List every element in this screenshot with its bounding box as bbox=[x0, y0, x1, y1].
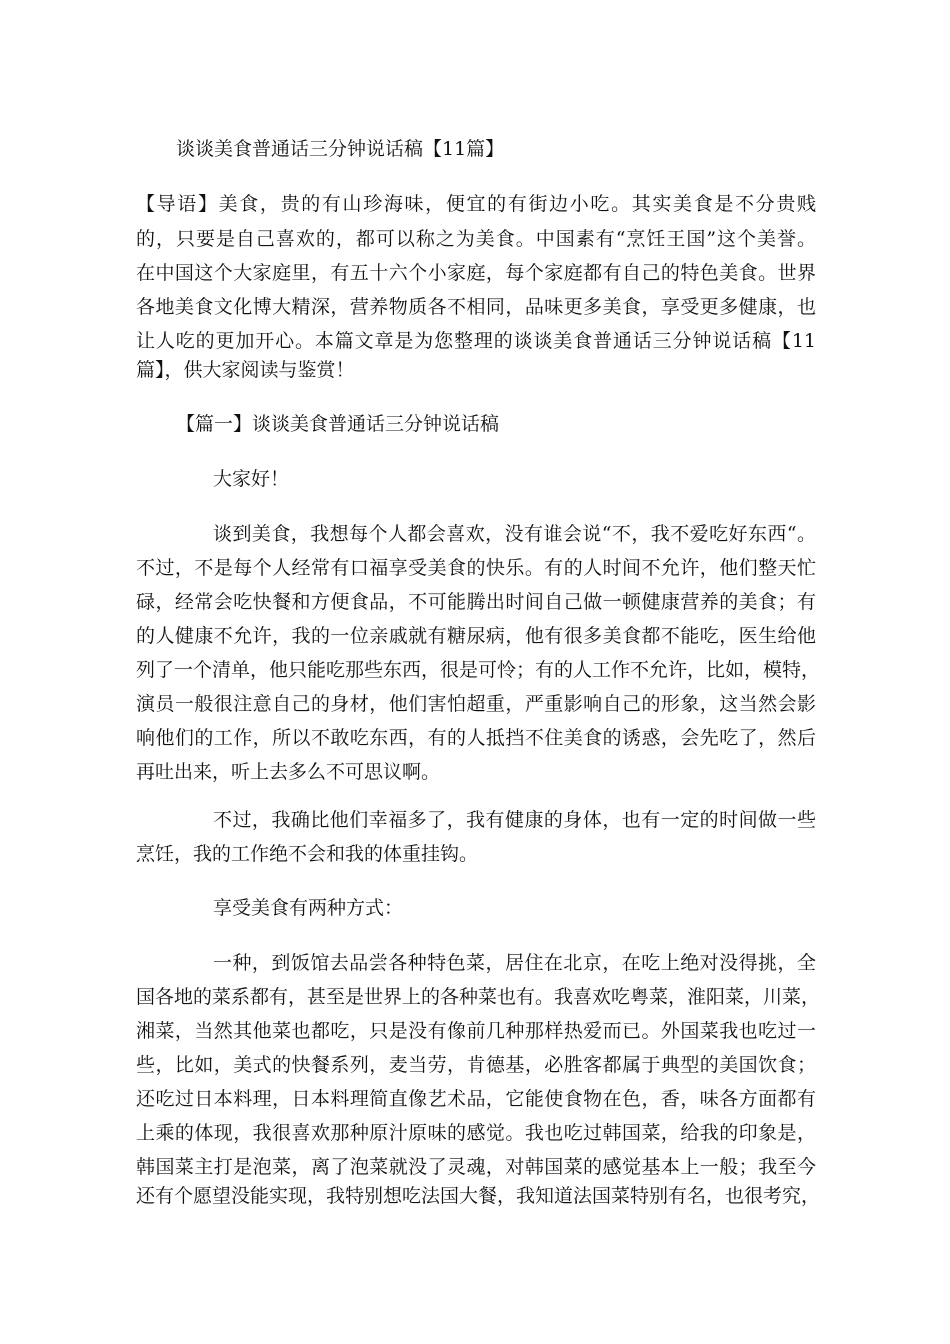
section-heading: 【篇一】谈谈美食普通话三分钟说话稿 bbox=[176, 413, 500, 435]
paragraph-line: 不过，不是每个人经常有口福享受美食的快乐。有的人时间不允许，他们整天忙 bbox=[136, 557, 816, 579]
intro-line: 让人吃的更加开心。本篇文章是为您整理的谈谈美食普通话三分钟说话稿【11 bbox=[136, 330, 816, 352]
paragraph-line: 湘菜，当然其他菜也都吃，只是没有像前几种那样热爱而已。外国菜我也吃过一 bbox=[136, 1020, 816, 1042]
paragraph-line: 一种，到饭馆去品尝各种特色菜，居住在北京，在吃上绝对没得挑，全 bbox=[213, 952, 816, 974]
greeting: 大家好！ bbox=[213, 468, 290, 490]
paragraph-line: 演员一般很注意自己的身材，他们害怕超重，严重影响自己的形象，这当然会影 bbox=[136, 693, 816, 715]
document-title: 谈谈美食普通话三分钟说话稿【11篇】 bbox=[176, 138, 505, 160]
paragraph-line: 的人健康不允许，我的一位亲戚就有糖尿病，他有很多美食都不能吃，医生给他 bbox=[136, 625, 816, 647]
intro-line: 篇】，供大家阅读与鉴赏！ bbox=[136, 359, 355, 381]
paragraph-line: 国各地的菜系都有，甚至是世界上的各种菜也有。我喜欢吃粤菜，淮阳菜，川菜， bbox=[136, 986, 821, 1008]
intro-line: 在中国这个大家庭里，有五十六个小家庭，每个家庭都有自己的特色美食。世界 bbox=[136, 262, 816, 284]
body-paragraph: 享受美食有两种方式： bbox=[213, 897, 404, 919]
paragraph-line: 还有个愿望没能实现，我特别想吃法国大餐，我知道法国菜特别有名，也很考究， bbox=[136, 1185, 821, 1207]
paragraph-line: 上乘的体现，我很喜欢那种原汁原味的感觉。我也吃过韩国菜，给我的印象是， bbox=[136, 1122, 816, 1144]
paragraph-line: 些，比如，美式的快餐系列，麦当劳，肯德基，必胜客都属于典型的美国饮食； bbox=[136, 1054, 816, 1076]
paragraph-line: 碌，经常会吃快餐和方便食品，不可能腾出时间自己做一顿健康营养的美食；有 bbox=[136, 591, 816, 613]
paragraph-line: 响他们的工作，所以不敢吃东西，有的人抵挡不住美食的诱惑，会先吃了，然后 bbox=[136, 727, 816, 749]
intro-line: 的，只要是自己喜欢的，都可以称之为美食。中国素有“烹饪王国”这个美誉。 bbox=[136, 228, 816, 250]
intro-line: 【导语】美食，贵的有山珍海味，便宜的有街边小吃。其实美食是不分贵贱 bbox=[136, 193, 816, 215]
paragraph-line: 再吐出来，听上去多么不可思议啊。 bbox=[136, 761, 441, 783]
paragraph-line: 不过，我确比他们幸福多了，我有健康的身体，也有一定的时间做一些 bbox=[213, 809, 816, 831]
paragraph-line: 烹饪，我的工作绝不会和我的体重挂钩。 bbox=[136, 843, 479, 865]
paragraph-line: 列了一个清单，他只能吃那些东西，很是可怜；有的人工作不允许，比如，模特， bbox=[136, 659, 821, 681]
paragraph-line: 还吃过日本料理，日本料理简直像艺术品，它能使食物在色，香，味各方面都有 bbox=[136, 1088, 816, 1110]
intro-line: 各地美食文化博大精深，营养物质各不相同，品味更多美食，享受更多健康，也 bbox=[136, 296, 816, 318]
paragraph-line: 韩国菜主打是泡菜，离了泡菜就没了灵魂，对韩国菜的感觉基本上一般；我至今 bbox=[136, 1156, 816, 1178]
paragraph-line: 谈到美食，我想每个人都会喜欢，没有谁会说“不，我不爱吃好东西“。 bbox=[213, 523, 816, 545]
